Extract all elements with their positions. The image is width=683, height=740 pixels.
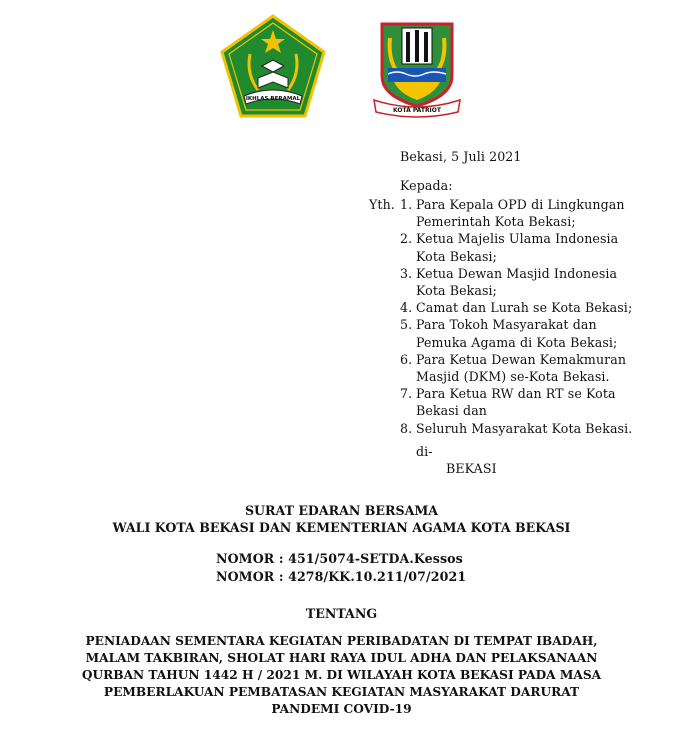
recipient-line: Ketua Dewan Masjid Indonesia bbox=[416, 265, 618, 281]
circular-issuer: WALI KOTA BEKASI DAN KEMENTERIAN AGAMA KOTA BEKASI bbox=[112, 520, 571, 535]
recipient-number: 4. bbox=[400, 300, 413, 316]
recipient-line: Masjid (DKM) se-Kota Bekasi. bbox=[416, 369, 610, 384]
recipient-line: Para Tokoh Masyarakat dan bbox=[416, 317, 597, 333]
subject-line: PENIADAAN SEMENTARA KEGIATAN PERIBADATAN DI TEMPAT IBADAH, bbox=[85, 634, 598, 648]
recipient-line: Camat dan Lurah se Kota Bekasi; bbox=[416, 300, 633, 316]
kepada-label: Kepada: bbox=[400, 178, 453, 193]
recipient-line: Para Ketua RW dan RT se Kota bbox=[416, 386, 616, 402]
destination-city: BEKASI bbox=[446, 461, 497, 476]
recipient-line: Kota Bekasi; bbox=[416, 248, 498, 264]
recipient-line: Ketua Majelis Ulama Indonesia bbox=[416, 231, 619, 247]
recipient-line: Bekasi dan bbox=[416, 403, 488, 419]
recipient-number: 5. bbox=[400, 317, 413, 333]
recipient-number: 1. bbox=[400, 197, 413, 212]
recipient-number: 2. bbox=[400, 231, 413, 247]
kemenag-ribbon-text: IKHLAS BERAMAL bbox=[245, 96, 301, 102]
nomor-line-1: NOMOR : 451/5074-SETDA.Kessos bbox=[216, 551, 463, 566]
recipient-line: Para Kepala OPD di Lingkungan bbox=[416, 197, 625, 212]
bekasi-logo bbox=[372, 18, 462, 118]
subject-line: QURBAN TAHUN 1442 H / 2021 M. DI WILAYAH KOTA BEKASI PADA MASA bbox=[81, 668, 602, 682]
recipient-line: Para Ketua Dewan Kemakmuran bbox=[416, 351, 627, 367]
circular-title: SURAT EDARAN BERSAMA bbox=[244, 503, 439, 518]
subject-line: PANDEMI COVID-19 bbox=[271, 702, 412, 716]
recipient-line: Pemuka Agama di Kota Bekasi; bbox=[416, 334, 618, 350]
tentang-label: TENTANG bbox=[305, 606, 378, 621]
recipient-line: Kota Bekasi; bbox=[416, 283, 498, 298]
nomor-line-2: NOMOR : 4278/KK.10.211/07/2021 bbox=[216, 569, 467, 584]
di-label: di- bbox=[416, 444, 433, 459]
subject-line: PEMBERLAKUAN PEMBATASAN KEGIATAN MASYARAKAT DARURAT bbox=[103, 685, 580, 699]
yth-label: Yth. bbox=[369, 197, 395, 212]
subject-line: MALAM TAKBIRAN, SHOLAT HARI RAYA IDUL ADHA DAN PELAKSANAAN bbox=[85, 651, 598, 665]
recipient-line: Seluruh Masyarakat Kota Bekasi. bbox=[416, 420, 633, 436]
kemenag-logo bbox=[220, 14, 326, 118]
recipient-number: 7. bbox=[400, 386, 413, 402]
recipient-number: 8. bbox=[400, 420, 413, 436]
letter-date: Bekasi, 5 Juli 2021 bbox=[400, 149, 522, 164]
recipient-number: 6. bbox=[400, 351, 413, 367]
bekasi-ribbon-text: KOTA PATRIOT bbox=[392, 107, 442, 114]
recipient-number: 3. bbox=[400, 265, 413, 281]
recipient-line: Pemerintah Kota Bekasi; bbox=[416, 214, 576, 230]
